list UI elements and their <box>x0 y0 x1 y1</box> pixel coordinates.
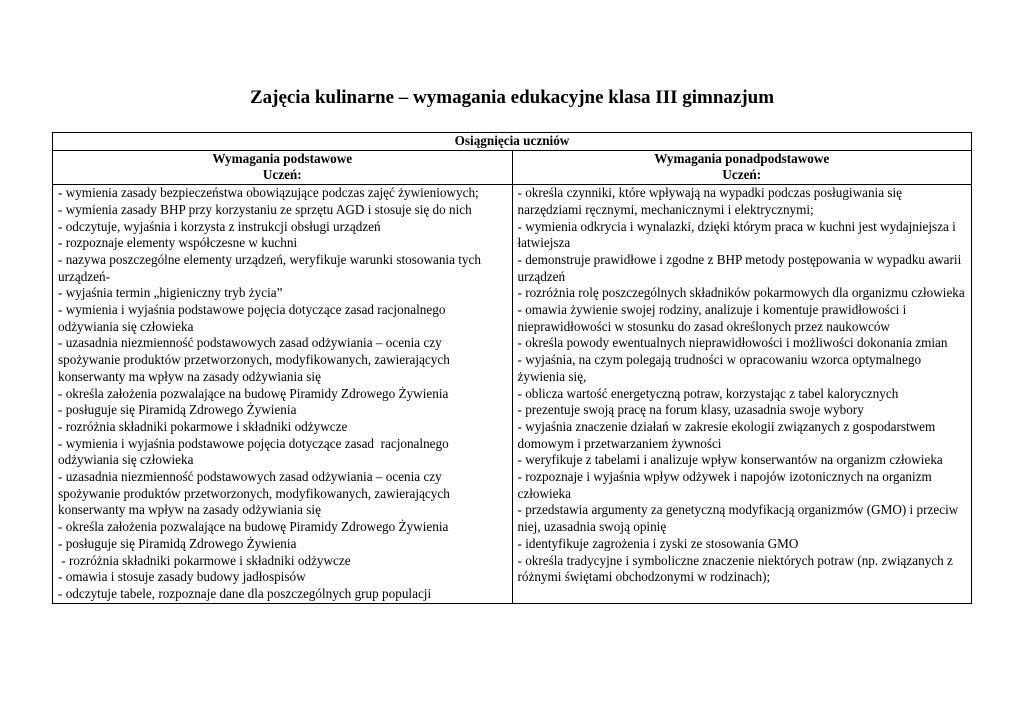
requirements-row <box>53 185 972 604</box>
basic-requirement-item: - rozróżnia składniki pokarmowe i składniki odżywcze <box>58 418 348 434</box>
basic-requirement-item: - określa założenia pozwalające na budowę Piramidy Zdrowego Żywienia <box>58 519 449 535</box>
extended-requirement-item: - wyjaśnia znaczenie działań w zakresie ekologii związanych z gospodarstwem domowym i przetwarzaniem żywności <box>517 418 939 451</box>
table-header: Osiągnięcia uczniów <box>53 133 972 151</box>
column-headings-row <box>53 150 972 184</box>
basic-requirement-item: - wymienia zasady BHP przy korzystaniu ze sprzętu AGD i stosuje się do nich <box>58 201 472 217</box>
requirements-table <box>52 132 972 604</box>
basic-requirement-item: - nazywa poszczególne elementy urządzeń, weryfikuje warunki stosowania tych urządzeń- <box>58 251 485 284</box>
basic-requirement-item: - posługuje się Piramidą Zdrowego Żywienia <box>58 402 297 418</box>
basic-requirement-item: - uzasadnia niezmienność podstawowych zasad odżywiania – ocenia czy spożywanie produktów przetworzonych, modyfikowanych, zawierających konserwanty ma wpływ na zasady odżywiania się <box>58 469 454 518</box>
basic-subheading-label: Uczeń: <box>262 167 302 183</box>
extended-requirement-item: - określa czynniki, które wpływają na wypadki podczas posługiwania się narzędziami ręcznymi, mechanicznymi i elektrycznymi; <box>517 185 906 217</box>
basic-requirement-item: - rozpoznaje elementy współczesne w kuchni <box>58 235 298 251</box>
page-title: Zajęcia kulinarne – wymagania edukacyjne klasa III gimnazjum <box>249 87 775 108</box>
extended-subheading-label: Uczeń: <box>722 167 762 183</box>
extended-heading-label: Wymagania ponadpodstawowe <box>654 150 830 166</box>
table-header-row <box>53 133 972 151</box>
basic-requirement-item: - odczytuje tabele, rozpoznaje dane dla poszczególnych grup populacji <box>58 585 432 601</box>
extended-requirement-item: - wymienia odkrycia i wynalazki, dzięki którym praca w kuchni jest wydajniejsza i łatwiejsza <box>517 218 960 251</box>
extended-requirement-item: - rozróżnia rolę poszczególnych składników pokarmowych dla organizmu człowieka <box>517 285 965 301</box>
basic-requirement-item: - wymienia i wyjaśnia podstawowe pojęcia dotyczące zasad racjonalnego odżywiania się człowieka <box>58 302 449 334</box>
basic-requirements-heading <box>53 150 513 184</box>
basic-requirement-item: - posługuje się Piramidą Zdrowego Żywienia <box>58 535 297 551</box>
basic-heading-label: Wymagania podstawowe <box>212 150 353 166</box>
extended-requirement-item: - demonstruje prawidłowe i zgodne z BHP metody postępowania w wypadku awarii urządzeń <box>517 251 965 284</box>
extended-requirement-item: - określa powody ewentualnych nieprawidłowości i możliwości dokonania zmian <box>517 335 948 351</box>
extended-requirements-heading <box>512 150 972 184</box>
basic-requirement-item: - odczytuje, wyjaśnia i korzysta z instrukcji obsługi urządzeń <box>58 218 381 234</box>
basic-requirement-item: - wymienia zasady bezpieczeństwa obowiązujące podczas zajęć żywieniowych; <box>58 185 479 201</box>
extended-requirement-item: - oblicza wartość energetyczną potraw, korzystając z tabel kalorycznych <box>517 385 899 401</box>
extended-requirements-cell <box>512 185 972 604</box>
extended-requirement-item: - rozpoznaje i wyjaśnia wpływ odżywek i napojów izotonicznych na organizm człowieka <box>517 469 936 501</box>
extended-requirement-item: - wyjaśnia, na czym polegają trudności w opracowaniu wzorca optymalnego żywienia się, <box>517 352 925 384</box>
extended-requirement-item: - omawia żywienie swojej rodziny, analizuje i komentuje prawidłowości i nieprawidłowości w stosunku do zasad określonych przez naukowców <box>517 302 910 334</box>
extended-requirement-item: - określa tradycyjne i symboliczne znaczenie niektórych potraw (np. związanych z różnymi świętami obchodzonymi w rodzinach); <box>517 552 957 585</box>
basic-requirement-item: - uzasadnia niezmienność podstawowych zasad odżywiania – ocenia czy spożywanie produktów przetworzonych, modyfikowanych, zawierających konserwanty ma wpływ na zasady odżywiania się <box>58 335 454 384</box>
extended-requirement-item: - identyfikuje zagrożenia i zyski ze stosowania GMO <box>517 535 799 551</box>
extended-requirement-item: - przedstawia argumenty za genetyczną modyfikacją organizmów (GMO) i przeciw niej, uzasadnia swoją opinię <box>517 502 962 535</box>
basic-requirement-item: - omawia i stosuje zasady budowy jadłospisów <box>58 569 306 585</box>
basic-requirement-item: - wyjaśnia termin „higieniczny tryb życia” <box>58 285 283 301</box>
basic-requirement-item: - rozróżnia składniki pokarmowe i składniki odżywcze <box>58 552 351 568</box>
extended-requirement-item: - weryfikuje z tabelami i analizuje wpływ konserwantów na organizm człowieka <box>517 452 943 468</box>
basic-requirement-item: - wymienia i wyjaśnia podstawowe pojęcia dotyczące zasad racjonalnego odżywiania się człowieka <box>58 435 453 468</box>
basic-requirement-item: - określa założenia pozwalające na budowę Piramidy Zdrowego Żywienia <box>58 385 449 401</box>
extended-requirement-item: - prezentuje swoją pracę na forum klasy, uzasadnia swoje wybory <box>517 402 864 418</box>
basic-requirements-cell <box>53 185 513 604</box>
